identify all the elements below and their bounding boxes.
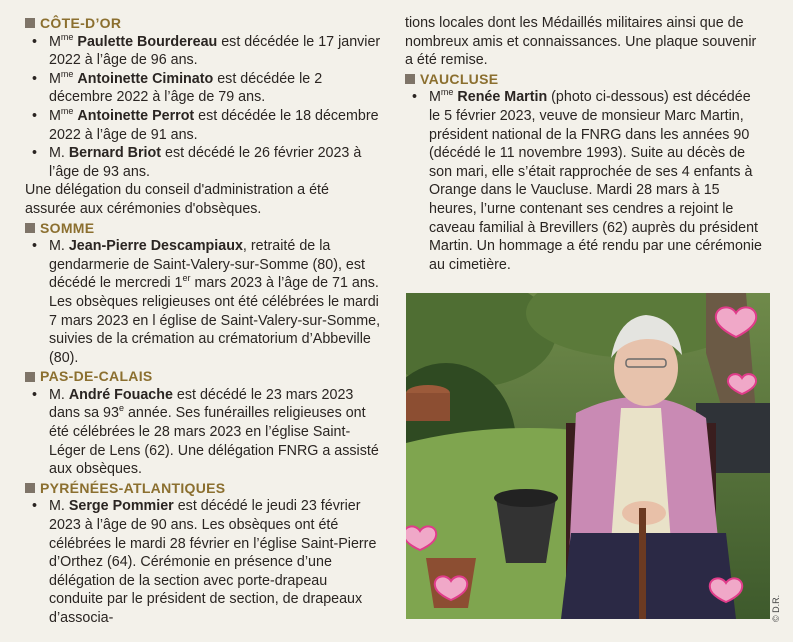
person-name: Serge Pommier <box>68 498 174 515</box>
section-heading-somme: SOMME <box>25 219 383 238</box>
bullet-icon: • <box>32 107 38 124</box>
portrait-photo <box>406 293 770 619</box>
person-name: Jean-Pierre Descampiaux <box>68 238 243 255</box>
square-bullet-icon <box>405 74 415 84</box>
right-column <box>405 14 765 274</box>
person-name: Antoinette Perrot <box>77 107 195 124</box>
obituary-entry: • $M^{me}$ Renée Martin (photo ci-dessous) est décédée le 5 février 2023, veuve de monsieur Marc Martin, président national de la FNRG dans les années 90 (décédé le 11 novembre 1993). Suite au décès de son mari, elle s’était rapprochée de ses 4 enfants à Orange dans le Vaucluse. Mardi 28 mars à 15 heures, l’urne contenant ses cendres a rejoint le caveau familial à Brevillers (62) auprès du président Martin. Un hommage a été rendu par une cérémonie au cimetière. <box>412 87 762 273</box>
garden-portrait-image <box>406 293 770 619</box>
bullet-icon: • <box>32 238 38 255</box>
section-heading-cote-dor: CÔTE-D’OR <box>25 14 383 33</box>
person-name: Bernard Briot <box>68 145 162 162</box>
section-heading-pas-de-calais: PAS-DE-CALAIS <box>25 367 383 386</box>
obituary-entry: • M. Jean-Pierre Descampiaux, retraité de la gendarmerie de Saint-Valery-sur-Somme (80), est décédé le mercredi 1er mars 2023 à l’âge de 71 ans. Les obsèques religieuses ont été célébrées le mardi 7 mars 2023 en l église de Saint-Valery-sur-Somme, suivies de la crémation au crématorium d’Abbeville (80). <box>32 238 381 366</box>
section-heading-pyrenees-atlantiques: PYRÉNÉES-ATLANTIQUES <box>25 479 383 498</box>
obituary-entry: • M. André Fouache est décédé le 23 mars 2023 dans sa 93e année. Ses funérailles religieuses ont été célébrées le 28 mars 2023 en l’église Saint-Léger de Lens (62). Une délégation FNRG a assisté aux obsèques. <box>32 386 379 478</box>
bullet-icon: • <box>32 386 38 403</box>
square-bullet-icon <box>25 223 35 233</box>
person-name: Renée Martin <box>457 89 548 106</box>
square-bullet-icon <box>25 372 35 382</box>
section-heading-vaucluse: VAUCLUSE <box>405 70 765 89</box>
person-name: Antoinette Ciminato <box>77 70 214 87</box>
person-name: André Fouache <box>68 386 173 403</box>
obituary-entry: • M. Serge Pommier est décédé le jeudi 23 février 2023 à l’âge de 90 ans. Les obsèques ont été célébrées le mardi 28 février en l’église Saint-Pierre d’Orthez (64). Cérémonie en présence d’une délégation de la section avec porte-drapeau conduite par le président de section, de drapeaux d’associa- <box>32 498 377 626</box>
square-bullet-icon <box>25 483 35 493</box>
obituary-entry: • M. Bernard Briot est décédé le 26 février 2023 à l’âge de 93 ans. <box>32 145 362 180</box>
person-name: Paulette Bourdereau <box>77 33 218 50</box>
delegation-note: Une délégation du conseil d'administration a été assurée aux cérémonies d'obsèques. <box>25 182 329 217</box>
bullet-icon: • <box>32 498 38 515</box>
continuation-text: tions locales dont les Médaillés militaires ainsi que de nombreux amis et connaissances. Une plaque souvenir a été remise. <box>405 15 757 69</box>
bullet-icon: • <box>32 145 38 162</box>
photo-credit: © D.R. <box>771 594 781 622</box>
bullet-icon: • <box>412 89 418 106</box>
obituary-entry: • $M^{me}$ Antoinette Ciminato est décédée le 2 décembre 2022 à l’âge de 79 ans. <box>32 69 323 106</box>
left-column <box>25 14 383 628</box>
obituary-entry: • $M^{me}$ Paulette Bourdereau est décédée le 17 janvier 2022 à l’âge de 96 ans. <box>32 31 381 69</box>
obituary-entry: • $M^{me}$ Antoinette Perrot est décédée le 18 décembre 2022 à l’âge de 91 ans. <box>32 106 379 143</box>
square-bullet-icon <box>25 18 35 28</box>
bullet-icon: • <box>32 33 38 50</box>
bullet-icon: • <box>32 70 38 87</box>
